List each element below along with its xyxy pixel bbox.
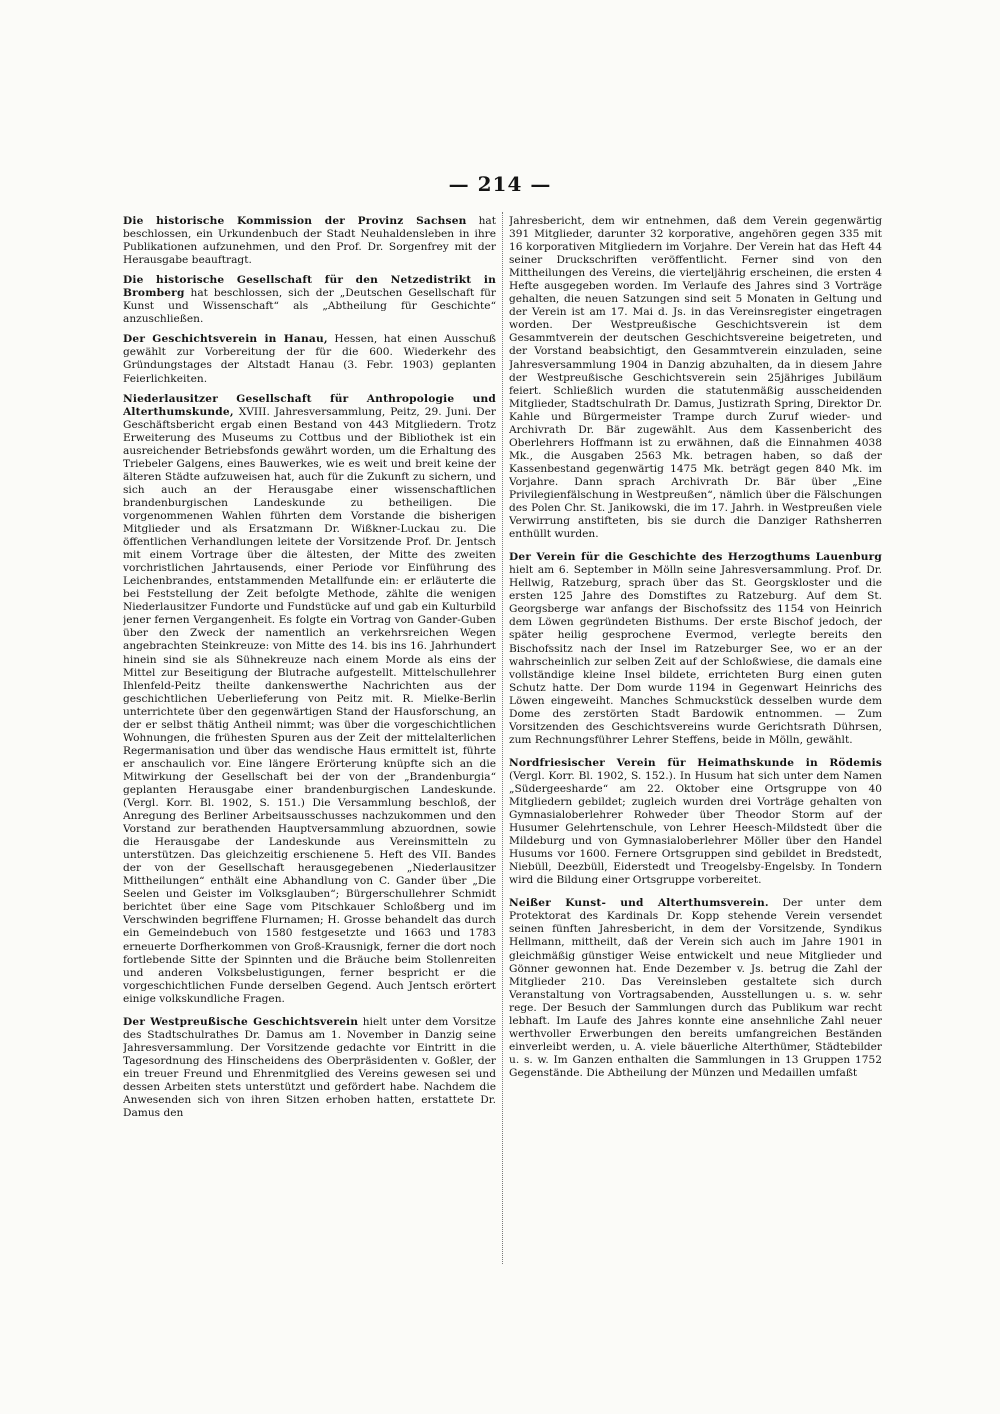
article-paragraph bbox=[123, 393, 496, 1006]
article-heading: Die historische Gesellschaft für den Netzedistrikt in Bromberg bbox=[123, 274, 496, 300]
article-paragraph bbox=[509, 897, 882, 1080]
article-heading: Der Verein für die Geschichte des Herzogthums Lauenburg bbox=[509, 551, 882, 564]
article-text: Der unter dem Protektorat des Kardinals Dr. Kopp stehende Verein versendet seinen fünften Jahresbericht, in dem der Vorsitzende, Syndikus Hellmann, mittheilt, daß der Verein sich auch im Jahre 1901 in gleichmäßig günstiger Weise entwickelt und neue Mitglieder und Gönner gewonnen hat. Ende Dezember v. Js. betrug die Zahl der Mitglieder 210. Das Vereinsleben gestaltete sich durch Veranstaltung von Vortragsabenden, Ausstellungen u. s. w. sehr rege. Der Besuch der Sammlungen durch das Publikum war recht lebhaft. Im Laufe des Jahres konnte eine ansehnliche Zahl neuer werthvoller Erwerbungen den bereits umfangreichen Beständen einverleibt werden, u. A. viele bäuerliche Alterthümer, Städtebilder u. s. w. Im Ganzen enthalten die Sammlungen in 13 Gruppen 1752 Gegenstände. Die Abtheilung der Münzen und Medaillen umfaßt bbox=[509, 897, 882, 1079]
article-text: XVIII. Jahresversammlung, Peitz, 29. Juni. Der Geschäftsbericht ergab einen Bestand von 443 Mitgliedern. Trotz Erweiterung des Museums zu Cottbus und der Bibliothek ist ein ausreichender Betriebsfonds gewährt worden, um die Erhaltung des Triebeler Galgens, eines Bauwerkes, wie es weit und breit keine der älteren Städte aufzuweisen hat, auch für die Zukunft zu sichern, und sich auch an der Herausgabe einer wissenschaftlichen brandenburgischen Landeskunde zu betheiligen. Die vorgenommenen Wahlen führten dem Vorstande die bisherigen Mitglieder und als Ersatzmann Dr. Wißkner-Luckau zu. Die öffentlichen Verhandlungen leitete der Vorsitzende Prof. Dr. Jentsch mit einem Vortrage über die ältesten, der Mitte des zweiten vorchristlichen Jahrtausends, einer Periode vor Einführung des Leichenbrandes, entstammenden Metallfunde ein: er erläuterte die bei Feststellung der Zeit befolgte Methode, zählte die wenigen Niederlausitzer Fundorte und Fundstücke auf und gab ein Kulturbild jener fernen Vergangenheit. Es folgte ein Vortrag von Gander-Guben über den Zweck der namentlich an verkehrsreichen Wegen angebrachten Steinkreuze: von Mitte des 14. bis ins 16. Jahrhundert hinein sind sie als Sühnekreuze nach einem Morde als eins der Mittel zur Beseitigung der Blutrache aufgestellt. Mittelschullehrer Ihlenfeld-Peitz theilte dankenswerthe Nachrichten aus der geschichtlichen Ueberlieferung von Peitz mit. R. Mielke-Berlin unterrichtete über den gegenwärtigen Stand der Hausforschung, an der er selbst thätig Antheil nimmt; was über die vorgeschichtlichen Wohnungen, die frühesten Spuren aus der Zeit der mittelalterlichen Regermanisation und über das wendische Haus ermittelt ist, führte er anschaulich vor. Eine längere Erörterung knüpfte sich an die Mitwirkung der Gesellschaft bei der von der „Brandenburgia“ geplanten Herausgabe einer brandenburgischen Landeskunde. (Vergl. Korr. Bl. 1902, S. 151.) Die Versammlung beschloß, der Anregung des Berliner Arbeitsausschusses nachzukommen und den Vorstand zur berathenden Hauptversammlung abzuordnen, sowie die Herausgabe der Landeskunde aus Vereinsmitteln zu unterstützen. Das gleichzeitig erschienene 5. Heft des VII. Bandes der von der Gesellschaft herausgegebenen „Niederlausitzer Mittheilungen“ enthält eine Abhandlung von C. Gander über „Die Seelen und Geister im Volksglauben“; Bürgerschullehrer Schmidt berichtet über eine Sage vom Pitschkauer Schloßberg und im Verschwinden begriffene Flurnamen; H. Grosse behandelt das durch ein Gemeindebuch von 1580 festgesetzte und 1663 und 1783 erneuerte Dorfherkommen von Groß-Krausnigk, ferner die dort noch fortlebende Sitte der Spinnten und die Bräuche beim Stollenreiten und anderen Volksbelustigungen, ferner bespricht er die vorgeschichtlichen Funde derselben Gegend. Auch Jentsch erörtert einige volkskundliche Fragen. bbox=[123, 405, 496, 1005]
article-paragraph bbox=[123, 215, 496, 267]
article-heading: Der Geschichtsverein in Hanau, bbox=[123, 333, 328, 346]
left-column bbox=[123, 215, 496, 1255]
article-paragraph bbox=[123, 1016, 496, 1120]
article-text: hielt unter dem Vorsitze des Stadtschulrathes Dr. Damus am 1. November in Danzig seine Jahresversammlung. Der Vorsitzende gedachte vor Eintritt in die Tagesordnung des Hinscheidens des Oberpräsidenten v. Goßler, der ein treuer Freund und Ehrenmitglied des Vereins gewesen sei und dessen Arbeiten stets unterstützt und gefördert habe. Nachdem die Anwesenden sich von ihren Sitzen erhoben hatten, erstattete Dr. Damus den bbox=[123, 1015, 496, 1120]
article-paragraph bbox=[509, 757, 882, 887]
article-text: Jahresbericht, dem wir entnehmen, daß dem Verein gegenwärtig 391 Mitglieder, darunter 32 korporative, angehören gegen 335 mit 16 korporativen Mitgliedern im Vorjahre. Der Verein hat das Heft 44 seiner Druckschriften veröffentlicht. Ferner sind von den Mittheilungen des Vereins, die vierteljährig erscheinen, die ersten 4 Hefte ausgegeben worden. Im Verlaufe des Jahres sind 3 Vorträge gehalten, die neuen Satzungen sind seit 5 Monaten in Geltung und der Verein ist am 17. Mai d. Js. in das Vereinsregister eingetragen worden. Der Westpreußische Geschichtsverein ist dem Gesammtverein der deutschen Geschichtsvereine beigetreten, und der Vorstand beabsichtigt, den Gesammtverein einzuladen, seine Jahresversammlung 1904 in Danzig abzuhalten, da in diesem Jahre der Westpreußische Geschichtsverein sein 25jähriges Jubiläum feiert. Schließlich wurden die statutenmäßig ausscheidenden Mitglieder, Stadtschulrath Dr. Damus, Justizrath Spring, Direktor Dr. Kahle und Bürgermeister Trampe durch Zuruf wieder- und Archivrath Dr. Bär zugewählt. Aus dem Kassenbericht des Oberlehrers Hoffmann ist zu erwähnen, daß die Einnahmen 4038 Mk., die Ausgaben 2563 Mk. betragen haben, so daß der Kassenbestand gegenwärtig 1475 Mk. beträgt gegen 840 Mk. im Vorjahre. Dann sprach Archivrath Dr. Bär über „Eine Privilegienfälschung in Westpreußen“, nämlich über die Fälschungen des Polen Chr. St. Janikowski, die im 17. Jahrh. in Westpreußen viele Verwirrung anstifteten, bis sie durch die Danziger Rathsherren enthüllt wurden. bbox=[509, 215, 882, 541]
article-paragraph bbox=[509, 551, 882, 747]
article-heading: Die historische Kommission der Provinz Sachsen bbox=[123, 215, 467, 227]
article-text: hat beschlossen, ein Urkundenbuch der Stadt Neuhaldensleben in ihre Publikationen aufzunehmen, und den Prof. Dr. Sorgenfrey mit der Herausgabe beauftragt. bbox=[123, 215, 496, 267]
article-heading: Neißer Kunst- und Alterthumsverein. bbox=[509, 897, 769, 910]
article-heading: Der Westpreußische Geschichtsverein bbox=[123, 1015, 359, 1028]
article-text: Hessen, hat einen Ausschuß gewählt zur Vorbereitung der für die 600. Wiederkehr des Gründungstages der Altstadt Hanau (3. Febr. 1903) geplanten Feierlichkeiten. bbox=[123, 333, 496, 385]
right-column bbox=[509, 215, 882, 1255]
column-divider bbox=[502, 212, 503, 1264]
article-text: (Vergl. Korr. Bl. 1902, S. 152.). In Husum hat sich unter dem Namen „Südergeesharde“ am 22. Oktober eine Ortsgruppe von 40 Mitgliedern gebildet; zugleich wurden drei Vorträge gehalten von Gymnasialoberlehrer Rohweder über Theodor Storm auf der Husumer Gelehrtenschule, von Lehrer Heesch-Mildstedt über die Mildeburg und von Gymnasialoberlehrer Möller über den Handel Husums vor 1600. Fernere Ortsgruppen sind gebildet in Bredstedt, Niebüll, Deezbüll, Eiderstedt und Treogelsby-Engelsby. In Tondern wird die Bildung einer Ortsgruppe vorbereitet. bbox=[509, 769, 882, 887]
article-heading: Nordfriesischer Verein für Heimathskunde in Rödemis bbox=[509, 756, 882, 769]
article-paragraph bbox=[123, 333, 496, 385]
article-paragraph bbox=[123, 274, 496, 326]
article-heading: Niederlausitzer Gesellschaft für Anthropologie und Alterthumskunde, bbox=[123, 392, 496, 418]
article-paragraph bbox=[509, 215, 882, 541]
article-text: hat beschlossen, sich der „Deutschen Gesellschaft für Kunst und Wissenschaft“ als „Abtheilung für Geschichte“ anzuschließen. bbox=[123, 287, 496, 326]
page-number: — 214 — bbox=[448, 172, 552, 196]
article-text: hielt am 6. September in Mölln seine Jahresversammlung. Prof. Dr. Hellwig, Ratzeburg, sprach über das St. Georgskloster und die ersten 125 Jahre des Domstiftes zu Ratzeburg. Auf dem St. Georgsberge war anfangs der Bischofssitz des 1154 von Heinrich dem Löwen gegründeten Bisthums. Der erste Bischof jedoch, der später heilig gesprochene Evermod, verlegte bereits den Bischofssitz nach der Insel im Ratzeburger See, wo er an der wahrscheinlich zur selben Zeit auf der Schloßwiese, die damals eine vollständige kleine Insel bildete, errichteten Burg einen guten Schutz hatte. Der Dom wurde 1194 in Gegenwart Heinrichs des Löwen eingeweiht. Manches Schmuckstück desselben wurde dem Dome des zerstörten Stadt Bardowik entnommen. — Zum Vorsitzenden des Geschichtsvereins wurde Gerichtsrath Dührsen, zum Rechnungsführer Lehrer Steffens, beide in Mölln, gewählt. bbox=[509, 564, 882, 746]
